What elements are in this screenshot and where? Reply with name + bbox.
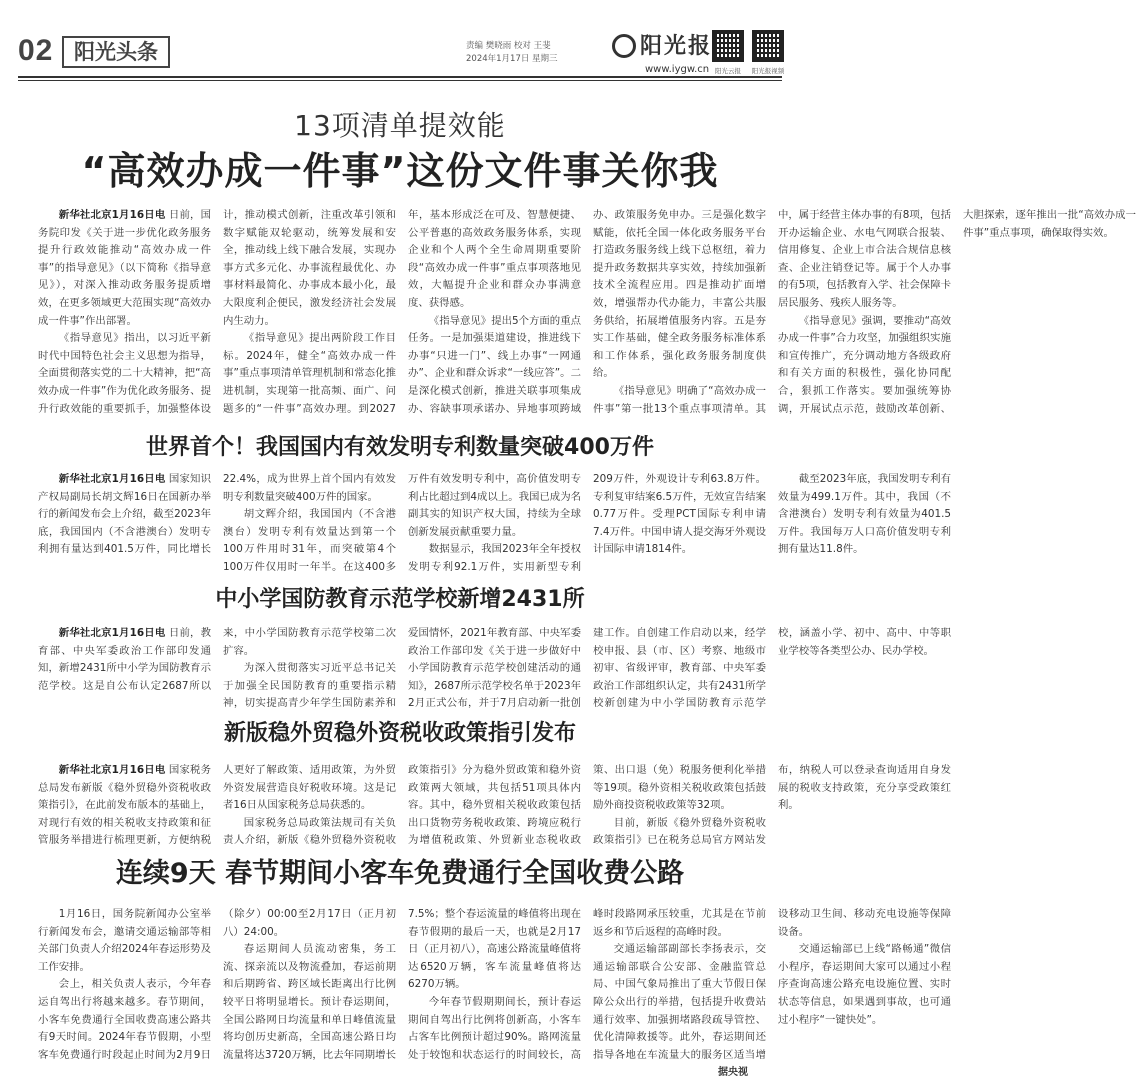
article-headline: “高效办成一件事”这份文件事关你我 — [81, 149, 719, 193]
dateline: 新华社北京1月16日电 — [58, 209, 166, 221]
editor-info — [466, 40, 616, 66]
header-divider — [18, 80, 782, 81]
qr-caption: 阳光报视频 — [751, 67, 785, 75]
article-headline: 新版稳外贸稳外资税收政策指引发布 — [223, 721, 576, 746]
article-paragraph: 目前，新版《稳外贸稳外资税收政策指引》已在税务总局官方网站发布，纳税人可以登录查询适用自身发展的税收支持政策，充分享受政策红利。 — [593, 764, 951, 847]
page-header — [0, 0, 800, 84]
article-headline: 连续9天 春节期间小客车免费通行全国收费公路 — [115, 858, 685, 889]
header-divider — [18, 76, 782, 78]
article-paragraph: 为深入贯彻落实习近平总书记关于加强全民国防教育的重要指示精神，切实提高青少年学生国防素养和爱国情怀，2021年教育部、中央军委政治工作部印发《关于进一步做好中小学国防教育示范学校创建活动的通知》，2687所示范学校名单于2023年2月正式公布，并于7月启动新一批创建工作。自创建工作启动以来，经学校申报、县（市、区）考察、地级市初审、省级评审，教育部、中央军委政治工作部组织认定，共有2431所学校新创建为中小学国防教育示范学校，涵盖小学、初中、高中、中等职业学校等各类型公办、民办学校。 — [223, 627, 951, 710]
article-headline: 世界首个！我国国内有效发明专利数量突破400万件 — [146, 435, 654, 460]
section-title: 阳光头条 — [62, 36, 170, 68]
newspaper-logo: 阳光报 — [640, 33, 713, 59]
article-paragraph: 《指导意见》强调，要推动“高效办成一件事”合力攻坚，加强组织实施和宣传推广，充分调动地方各级政府和有关方面的积极性，强化协同配合，狠抓工作落实。要加强统筹协调，开展试点示范，鼓励改革创新、大胆探索，逐年推出一批“高效办成一件事”重点事项，确保取得实效。 — [778, 209, 1136, 415]
article-paragraph: 会上，相关负责人表示，今年春运自驾出行将越来越多。春节期间，小客车免费通行全国收费高速公路共有9天时间。2024年春节假期，小型客车免费通行时段起止时间为2月9日（除夕）00:00至2月17日（正月初八）24:00。 — [38, 908, 396, 1061]
article-body — [38, 762, 951, 854]
article-paragraph: 日前，教育部、中央军委政治工作部印发通知，新增2431所中小学为国防教育示范学校。这是自公布认定2687所以来，中小学国防教育示范学校第二次扩容。 — [38, 627, 396, 692]
article-paragraph: 交通运输部已上线“路畅通”微信小程序，春运期间大家可以通过小程序查询高速公路充电设施位置、实时状态等信息，如果遇到事故，也可通过小程序“一键快处”。 — [778, 943, 951, 1026]
qr-code-icon[interactable] — [752, 30, 784, 62]
article-paragraph: 《指导意见》提出两阶段工作目标。2024年，健全“高效办成一件事”重点事项清单管理机制和常态化推进机制，实现第一批高频、面广、问题多的“一件事”高效办理。到2027年，基本形成泛在可及、智慧便捷、公平普惠的高效政务服务体系，实现企业和个人两个全生命周期重要阶段“高效办成一件事”重点事项落地见效，大幅提升企业和群众办事满意度、获得感。 — [223, 209, 581, 415]
article-paragraph: 数据显示，我国2023年全年授权发明专利92.1万件，实用新型专利209万件，外观设计专利63.8万件。专利复审结案6.5万件，无效宣告结案0.77万件。受理PCT国际专利申请7.4万件。中国申请人提交海牙外观设计国际申请1814件。 — [408, 473, 766, 573]
article-paragraph: 《指导意见》明确了“高效办成一件事”第一批13个重点事项清单。其中，属于经营主体办事的有8项，包括开办运输企业、水电气网联合报装、信用修复、企业上市合法合规信息核查、企业注销登记等。属于个人办事的有5项，包括教育入学、社会保障卡居民服务、残疾人服务等。 — [593, 209, 951, 415]
dateline: 新华社北京1月16日电 — [58, 764, 166, 776]
article-body — [38, 471, 951, 581]
article-subheadline: 13项清单提效能 — [294, 109, 506, 142]
sun-logo-icon — [612, 34, 636, 58]
article-body — [38, 625, 951, 717]
website-url[interactable]: www.iygw.cn — [645, 64, 710, 75]
article-paragraph: 国家税务总局发布新版《稳外贸稳外资税收政策指引》，在此前发布版本的基础上，对现行有效的相关税收支持政策和征管服务举措进行梳理更新，方便纳税人更好了解政策、适用政策，为外贸外资发展营造良好税收环境。这是记者16日从国家税务总局获悉的。 — [38, 764, 396, 847]
dateline: 新华社北京1月16日电 — [58, 627, 166, 639]
article-paragraph: 《指导意见》指出，以习近平新时代中国特色社会主义思想为指导，全面贯彻落实党的二十大精神，把“高效办成一件事”作为优化政务服务、提升行政效能的重要抓手，加强整体设计，推动模式创新，注重改革引领和数字赋能双轮驱动，统筹发展和安全，推动线上线下融合发展，实现办事方式多元化、办事流程最优化、办事材料最简化、办事成本最小化，最大限度利企便民，激发经济社会发展内生动力。 — [38, 209, 396, 415]
dateline: 新华社北京1月16日电 — [58, 473, 166, 485]
article-paragraph: 《指导意见》提出5个方面的重点任务。一是加强渠道建设，推进线下办事“只进一门”、线上办事“一网通办”、企业和群众诉求“一线应答”。二是深化模式创新，推进关联事项集成办、容缺事项承诺办、异地事项跨域办、政策服务免申办。三是强化数字赋能，依托全国一体化政务服务平台打造政务服务线上线下总枢纽，着力提升政务数据共享实效，持续加强新技术全流程应用。四是推动扩面增效，增强帮办代办能力，丰富公共服务供给，拓展增值服务内容。五是夯实工作基础，健全政务服务标准体系和工作体系，强化政务服务制度供给。 — [408, 209, 766, 415]
qr-code-icon[interactable] — [712, 30, 744, 62]
source-credit: 据央视 — [718, 1067, 748, 1078]
article-body — [38, 906, 951, 1066]
article-paragraph: 今年春节假期期间长，预计春运期间自驾出行比例将创新高，小客车占客车比例预计超过90%。路网流量处于较饱和状态运行的时间较长，高峰时段路网承压较重，尤其是在节前返乡和节后返程的高峰时段。 — [408, 908, 766, 1061]
editor-line: 责编 樊晓雨 校对 王斐 — [466, 41, 551, 51]
article-paragraph: 胡文辉介绍，我国国内（不含港澳台）发明专利有效量达到第一个100万件用时31年，而突破第4个100万件仅用时一年半。在这400多万件有效发明专利中，高价值发明专利占比超过到4成以上。我国已成为名副其实的知识产权大国，持续为全球创新发展贡献重要力量。 — [223, 473, 581, 573]
article-paragraph: 交通运输部副部长李扬表示，交通运输部联合公安部、金融监管总局、中国气象局推出了重大节假日保障公众出行的举措，包括提升收费站通行效率、加强拥堵路段疏导管控、优化清障救援等。此外，春运期间还指导各地在车流量大的服务区适当增设移动卫生间、移动充电设施等保障设备。 — [593, 908, 951, 1061]
qr-caption: 阳光云报 — [715, 67, 741, 75]
article-paragraph: 截至2023年底，我国发明专利有效量为499.1万件。其中，我国（不含港澳台）发明专利有效量为401.5万件。我国每万人口高价值发明专利拥有量达11.8件。 — [778, 473, 951, 556]
page-number: 02 — [18, 34, 54, 67]
date-line: 2024年1月17日 星期三 — [466, 54, 558, 64]
article-paragraph: 1月16日，国务院新闻办公室举行新闻发布会，邀请交通运输部等相关部门负责人介绍2024年春运形势及工作安排。 — [38, 908, 211, 973]
article-headline: 中小学国防教育示范学校新增2431所 — [215, 587, 585, 612]
article-paragraph: 春运期间人员流动密集，务工流、探亲流以及物流叠加，春运前期和后期跨省、跨区域长距离出行比例较平日将明显增长。预计春运期间，全国公路网日均流量和单日峰值流量将均创历史新高，全国高速公路日均流量将达3720万辆，比去年同期增长7.5%；整个春运流量的峰值将出现在春节假期的最后一天，也就是2月17日（正月初八），高速公路流量峰值将达6520万辆，客车流量峰值将达6270万辆。 — [223, 908, 581, 1061]
article-paragraph: 日前，国务院印发《关于进一步优化政务服务提升行政效能推动“高效办成一件事”的指导意见》（以下简称《指导意见》），对深入推动政务服务提质增效，在更多领域更大范围实现“高效办成一件事”作出部署。 — [38, 209, 211, 327]
article-paragraph: 国家税务总局政策法规司有关负责人介绍，新版《稳外贸稳外资税收政策指引》分为稳外贸政策和稳外资政策两大领域，共包括51项具体内容。其中，稳外贸相关税收政策包括出口货物劳务税收政策、跨境应税行为增值税政策、外贸新业态税收政策、出口退（免）税服务便利化举措等19项。稳外资相关税收政策包括鼓励外商投资税收政策等32项。 — [223, 764, 766, 847]
article-body — [38, 207, 1136, 427]
article-paragraph: 国家知识产权局副局长胡文辉16日在国新办举行的新闻发布会上介绍，截至2023年底，我国国内（不含港澳台）发明专利拥有量达到401.5万件，同比增长22.4%，成为世界上首个国内有效发明专利数量突破400万件的国家。 — [38, 473, 396, 556]
